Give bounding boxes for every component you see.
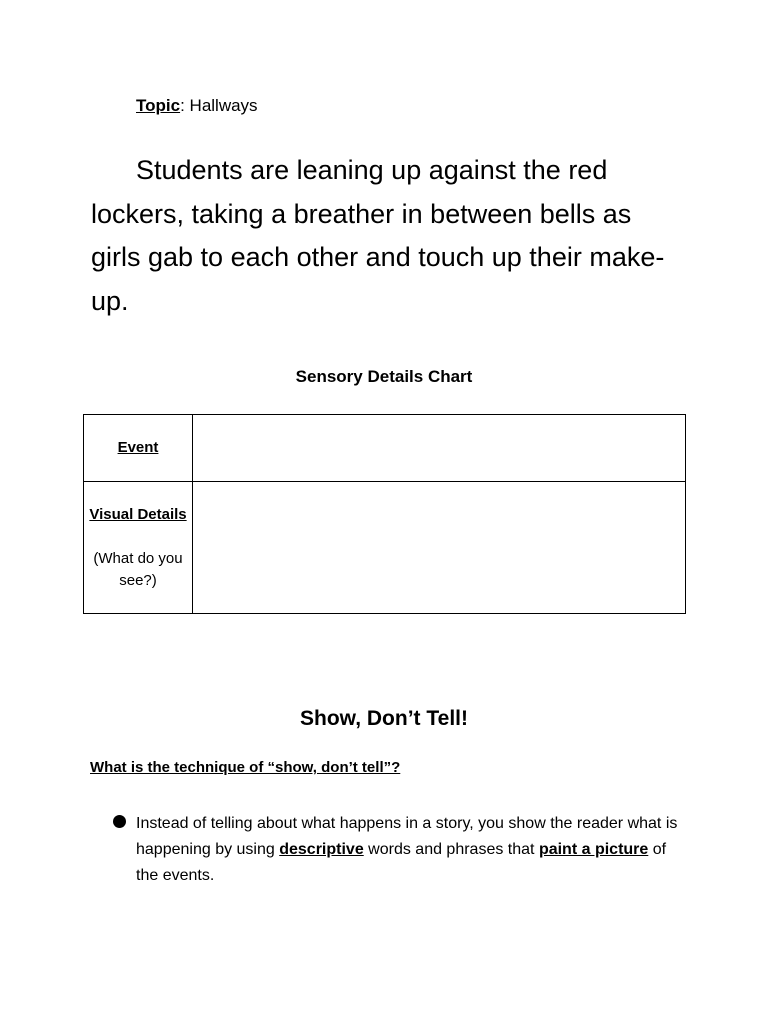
sensory-details-chart xyxy=(83,414,686,614)
bullet-text-part: of the events. xyxy=(136,841,667,884)
topic-line xyxy=(136,95,258,117)
chart-row-value-cell xyxy=(193,415,686,482)
chart-row-label xyxy=(84,482,193,614)
bullet-emphasis: paint a picture xyxy=(538,841,649,858)
bullet-item xyxy=(136,811,681,889)
chart-row-heading: Event xyxy=(117,439,159,456)
bullet-dot-icon xyxy=(113,815,126,828)
topic-label: Topic xyxy=(136,96,181,115)
bullet-text-part: words and phrases that xyxy=(363,841,539,858)
chart-row-heading: Visual Details xyxy=(89,505,187,523)
section-question: What is the technique of “show, don’t tell”? xyxy=(90,759,401,776)
chart-row-visual-details xyxy=(84,482,686,614)
topic-separator: : xyxy=(180,96,185,115)
chart-row-label xyxy=(84,415,193,482)
bullet-emphasis: descriptive xyxy=(279,841,364,858)
section-title: Show, Don’t Tell! xyxy=(300,707,468,730)
chart-title: Sensory Details Chart xyxy=(295,367,473,386)
descriptive-paragraph: Students are leaning up against the red lockers, taking a breather in between bells as girls gab to each other and touch up their make-up. xyxy=(91,155,665,316)
bullet-text-part: Instead of telling about what happens in a story, you show the reader what is happening by using xyxy=(136,815,678,858)
topic-value: Hallways xyxy=(184,96,258,115)
chart-row-event xyxy=(84,415,686,482)
chart-row-subtext: (What do you see?) xyxy=(93,549,183,589)
chart-row-value-cell xyxy=(193,482,686,614)
